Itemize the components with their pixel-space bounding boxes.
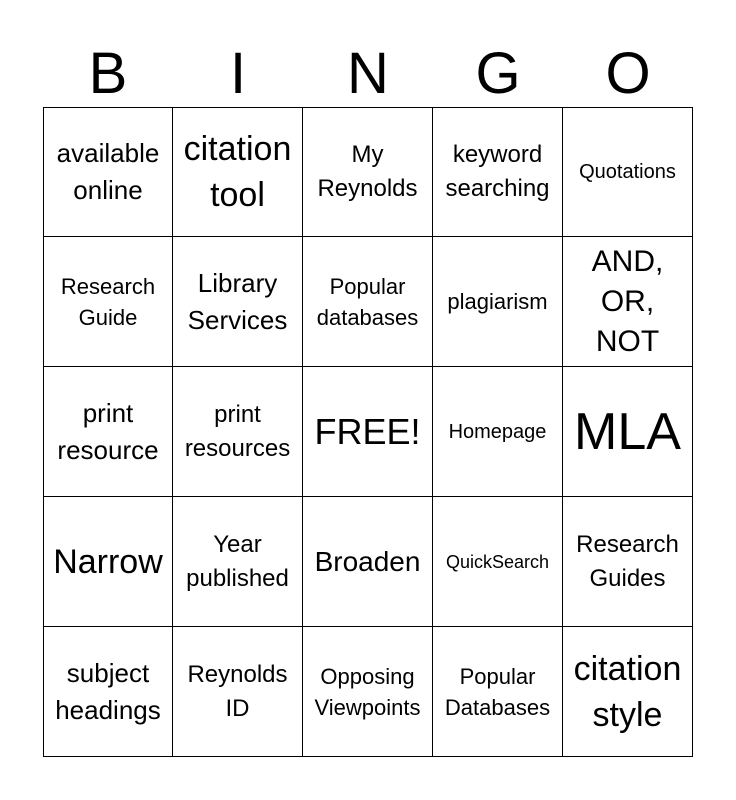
cell-text: My Reynolds — [317, 141, 418, 202]
bingo-cell[interactable] — [303, 627, 433, 757]
bingo-cell[interactable] — [43, 497, 173, 627]
bingo-cell[interactable] — [303, 237, 433, 367]
bingo-cell[interactable] — [173, 497, 303, 627]
cell-text: MLA — [574, 402, 681, 461]
cell-text: Narrow — [53, 542, 163, 581]
cell-text: Quotations — [579, 161, 676, 183]
cell-text: Year published — [186, 530, 289, 592]
bingo-cell[interactable] — [43, 107, 173, 237]
bingo-cell[interactable] — [563, 367, 693, 497]
bingo-cell[interactable] — [563, 107, 693, 237]
header-letter-g: G — [475, 41, 521, 106]
bingo-cell[interactable] — [433, 107, 563, 237]
cell-text: print resource — [57, 397, 159, 465]
bingo-cell[interactable] — [173, 367, 303, 497]
cell-text: AND, OR, NOT — [591, 244, 664, 358]
bingo-cell[interactable] — [43, 237, 173, 367]
cell-text: Broaden — [314, 545, 421, 577]
bingo-cell[interactable] — [433, 627, 563, 757]
cell-text: keyword searching — [445, 141, 550, 202]
cell-text: Popular databases — [316, 273, 419, 330]
cell-text: citation style — [573, 649, 682, 734]
bingo-cell[interactable] — [43, 627, 173, 757]
bingo-cell[interactable] — [433, 497, 563, 627]
bingo-cell[interactable] — [433, 237, 563, 367]
cell-text: subject headings — [55, 657, 161, 725]
bingo-cell[interactable] — [433, 367, 563, 497]
bingo-grid — [43, 107, 693, 757]
cell-text: plagiarism — [447, 289, 548, 314]
bingo-cell[interactable] — [303, 367, 433, 497]
cell-text: available online — [56, 138, 160, 205]
header-letter-n: N — [347, 41, 389, 106]
cell-text: Library Services — [187, 267, 288, 335]
bingo-cell[interactable] — [303, 107, 433, 237]
header-letter-o: O — [605, 41, 651, 106]
bingo-cell[interactable] — [303, 497, 433, 627]
cell-text: Research Guide — [60, 273, 156, 330]
cell-text: Opposing Viewpoints — [314, 663, 421, 720]
bingo-cell[interactable] — [563, 237, 693, 367]
bingo-cell[interactable] — [173, 237, 303, 367]
cell-text: print resources — [184, 400, 291, 462]
bingo-cell[interactable] — [563, 497, 693, 627]
bingo-cell[interactable] — [563, 627, 693, 757]
cell-text: Popular Databases — [444, 663, 551, 720]
header-letter-i: I — [229, 41, 247, 106]
bingo-header — [43, 40, 693, 108]
cell-text: citation tool — [183, 130, 292, 214]
cell-text: Reynolds ID — [187, 660, 288, 722]
cell-text: FREE! — [314, 410, 421, 452]
cell-text: Research Guides — [576, 530, 679, 592]
cell-text: QuickSearch — [445, 551, 550, 572]
header-letter-b: B — [88, 41, 128, 106]
bingo-cell[interactable] — [43, 367, 173, 497]
cell-text: Homepage — [448, 420, 547, 443]
bingo-cell[interactable] — [173, 627, 303, 757]
bingo-cell[interactable] — [173, 107, 303, 237]
